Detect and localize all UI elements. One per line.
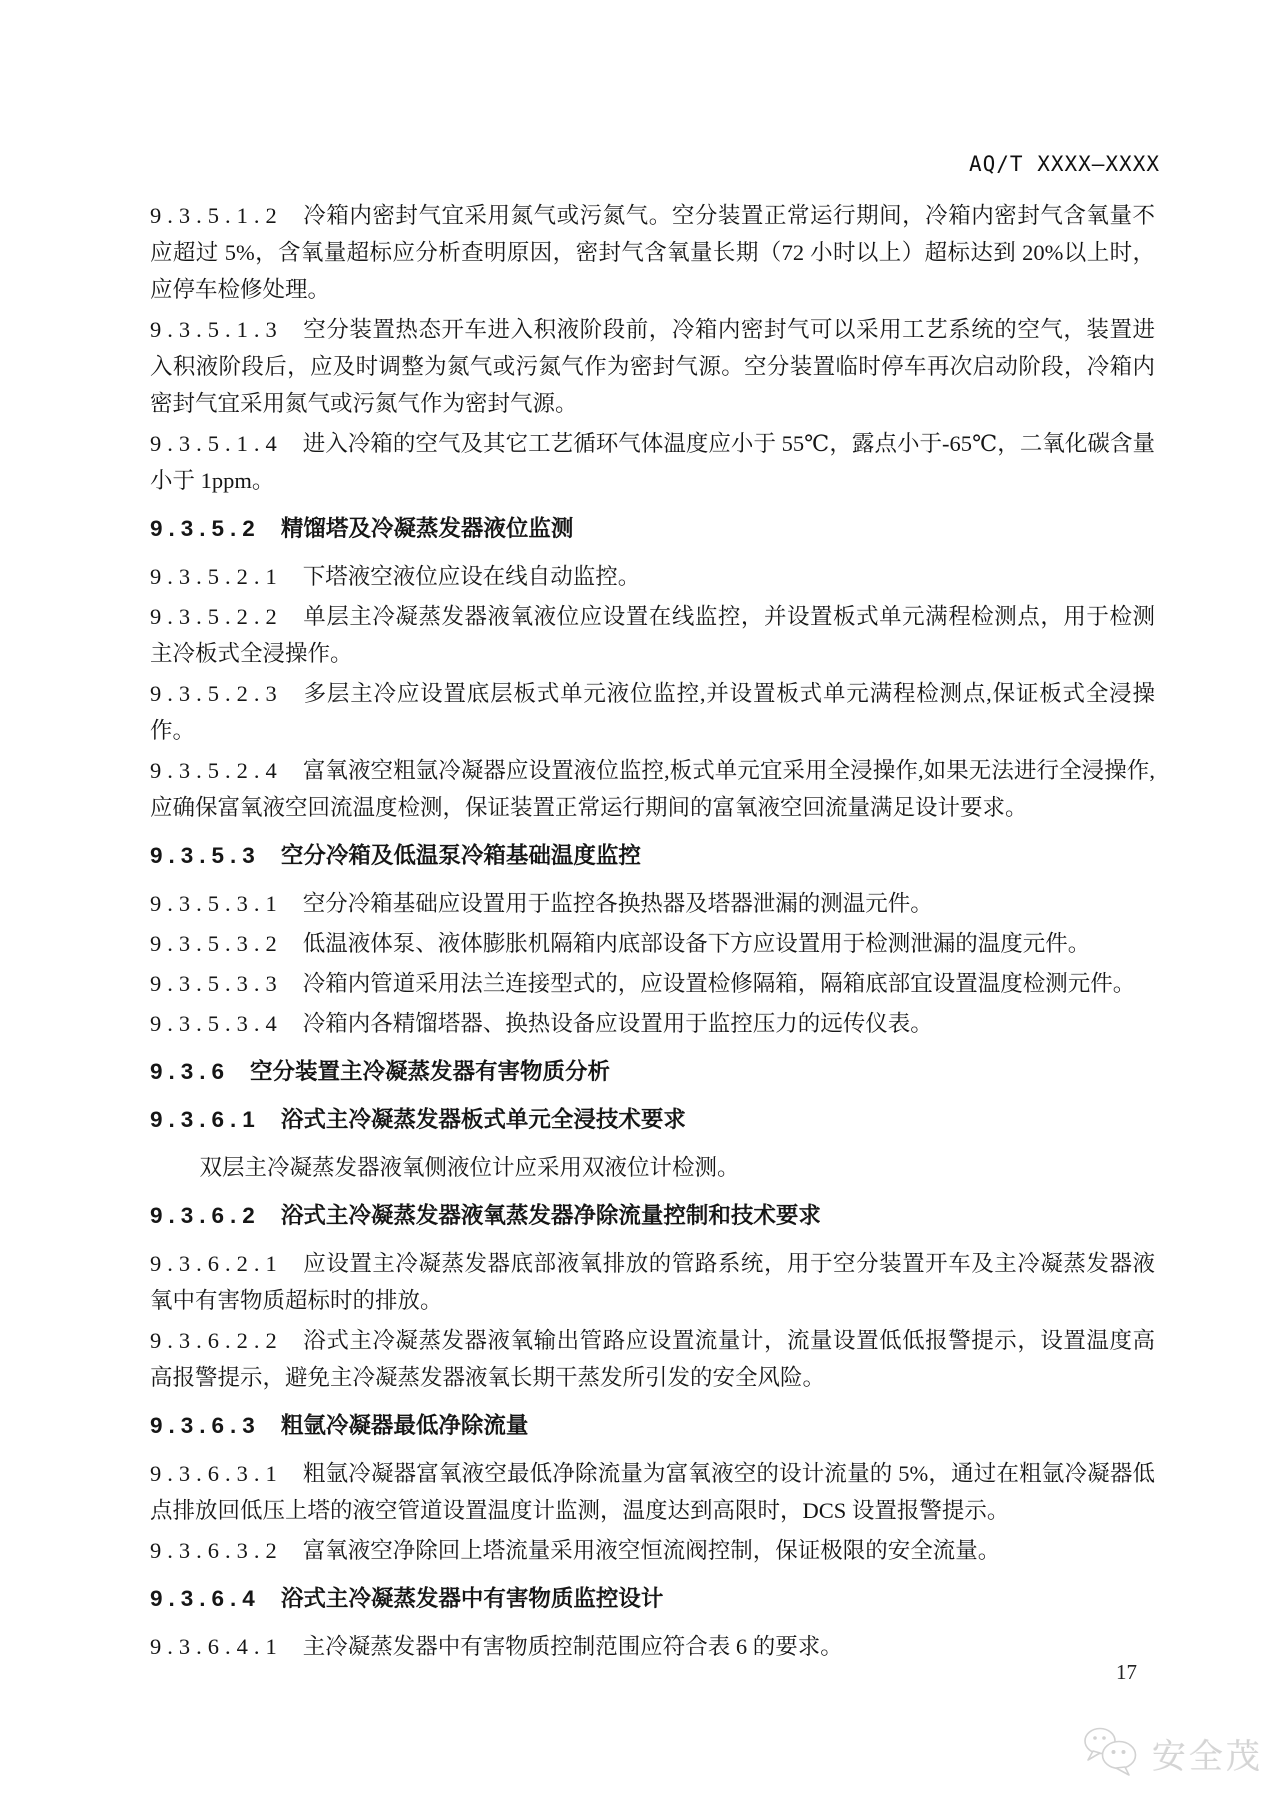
section-number: 9.3.5.2.4 <box>150 758 283 783</box>
paragraph <box>150 1322 1155 1396</box>
paragraph-text: 多层主冷应设置底层板式单元液位监控,并设置板式单元满程检测点,保证板式全浸操作。 <box>150 681 1155 743</box>
paragraph-text: 冷箱内管道采用法兰连接型式的，应设置检修隔箱，隔箱底部宜设置温度检测元件。 <box>302 971 1136 996</box>
paragraph <box>150 925 1155 962</box>
section-number: 9.3.6.1 <box>150 1107 261 1132</box>
paragraph-text: 进入冷箱的空气及其它工艺循环气体温度应小于 55℃，露点小于-65℃，二氧化碳含量小于 1ppm。 <box>150 431 1155 493</box>
section-title: 精馏塔及冷凝蒸发器液位监测 <box>280 516 574 541</box>
section-number: 9.3.6 <box>150 1059 231 1084</box>
paragraph <box>150 1245 1155 1319</box>
section-number: 9.3.6.2 <box>150 1203 261 1228</box>
section-number: 9.3.5.2.3 <box>150 681 283 706</box>
section-title: 浴式主冷凝蒸发器中有害物质监控设计 <box>280 1586 664 1611</box>
section-title: 浴式主冷凝蒸发器液氧蒸发器净除流量控制和技术要求 <box>280 1203 821 1228</box>
watermark <box>1082 1726 1263 1781</box>
section-number: 9.3.6.3 <box>150 1413 261 1438</box>
section-heading <box>150 1580 1155 1617</box>
paragraph-text: 下塔液空液位应设在线自动监控。 <box>302 564 641 589</box>
paragraph-text: 冷箱内密封气宜采用氮气或污氮气。空分装置正常运行期间，冷箱内密封气含氧量不应超过 5%，含氧量超标应分析查明原因，密封气含氧量长期（72 小时以上）超标达到 20%以上时，应停车检修处理。 <box>150 203 1155 302</box>
section-number: 9.3.5.3.2 <box>150 931 283 956</box>
paragraph-text: 空分装置热态开车进入积液阶段前，冷箱内密封气可以采用工艺系统的空气，装置进入积液阶段后，应及时调整为氮气或污氮气作为密封气源。空分装置临时停车再次启动阶段，冷箱内密封气宜采用氮气或污氮气作为密封气源。 <box>150 317 1155 416</box>
paragraph-text: 冷箱内各精馏塔器、换热设备应设置用于监控压力的远传仪表。 <box>302 1011 933 1036</box>
paragraph <box>150 1005 1155 1042</box>
paragraph <box>150 558 1155 595</box>
paragraph <box>150 1455 1155 1529</box>
watermark-text: 安全茂 <box>1152 1738 1263 1776</box>
paragraph <box>150 1628 1155 1665</box>
paragraph <box>150 752 1155 826</box>
wechat-icon <box>1082 1726 1142 1781</box>
section-heading <box>150 1407 1155 1444</box>
section-heading <box>150 1053 1155 1090</box>
section-number: 9.3.5.3.3 <box>150 971 283 996</box>
paragraph <box>150 425 1155 499</box>
section-title: 空分装置主冷凝蒸发器有害物质分析 <box>250 1059 611 1084</box>
section-number: 9.3.5.3.1 <box>150 891 283 916</box>
paragraph-text: 双层主冷凝蒸发器液氧侧液位计应采用双液位计检测。 <box>199 1155 740 1180</box>
section-heading <box>150 1101 1155 1138</box>
paragraph <box>150 965 1155 1002</box>
paragraph-text: 单层主冷凝蒸发器液氧液位应设置在线监控，并设置板式单元满程检测点，用于检测主冷板式全浸操作。 <box>150 604 1155 666</box>
paragraph-text: 浴式主冷凝蒸发器液氧输出管路应设置流量计，流量设置低低报警提示，设置温度高高报警提示，避免主冷凝蒸发器液氧长期干蒸发所引发的安全风险。 <box>150 1328 1155 1390</box>
paragraph-text: 应设置主冷凝蒸发器底部液氧排放的管路系统，用于空分装置开车及主冷凝蒸发器液氧中有害物质超标时的排放。 <box>150 1251 1155 1313</box>
paragraph <box>150 598 1155 672</box>
section-number: 9.3.5.1.3 <box>150 317 283 342</box>
section-number: 9.3.6.4.1 <box>150 1634 283 1659</box>
paragraph-text: 低温液体泵、液体膨胀机隔箱内底部设备下方应设置用于检测泄漏的温度元件。 <box>302 931 1091 956</box>
document-body <box>150 194 1155 1668</box>
paragraph <box>150 1149 1155 1186</box>
section-title: 空分冷箱及低温泵冷箱基础温度监控 <box>280 843 641 868</box>
section-heading <box>150 1197 1155 1234</box>
paragraph <box>150 885 1155 922</box>
section-number: 9.3.6.3.2 <box>150 1538 283 1563</box>
section-number: 9.3.6.3.1 <box>150 1461 283 1486</box>
section-number: 9.3.5.1.4 <box>150 431 283 456</box>
section-heading <box>150 837 1155 874</box>
section-number: 9.3.5.3.4 <box>150 1011 283 1036</box>
section-number: 9.3.5.2.1 <box>150 564 283 589</box>
paragraph <box>150 1532 1155 1569</box>
paragraph <box>150 311 1155 422</box>
paragraph-text: 粗氩冷凝器富氧液空最低净除流量为富氧液空的设计流量的 5%，通过在粗氩冷凝器低点排放回低压上塔的液空管道设置温度计监测，温度达到高限时，DCS 设置报警提示。 <box>150 1461 1155 1523</box>
section-number: 9.3.6.2.1 <box>150 1251 283 1276</box>
paragraph <box>150 197 1155 308</box>
section-number: 9.3.6.4 <box>150 1586 261 1611</box>
paragraph <box>150 675 1155 749</box>
paragraph-text: 空分冷箱基础应设置用于监控各换热器及塔器泄漏的测温元件。 <box>302 891 933 916</box>
section-title: 浴式主冷凝蒸发器板式单元全浸技术要求 <box>280 1107 686 1132</box>
paragraph-text: 富氧液空净除回上塔流量采用液空恒流阀控制，保证极限的安全流量。 <box>302 1538 1001 1563</box>
section-number: 9.3.5.2.2 <box>150 604 283 629</box>
section-number: 9.3.5.1.2 <box>150 203 283 228</box>
section-heading <box>150 510 1155 547</box>
section-number: 9.3.5.2 <box>150 516 261 541</box>
paragraph-text: 富氧液空粗氩冷凝器应设置液位监控,板式单元宜采用全浸操作,如果无法进行全浸操作,应确保富氧液空回流温度检测，保证装置正常运行期间的富氧液空回流量满足设计要求。 <box>150 758 1155 820</box>
paragraph-text: 主冷凝蒸发器中有害物质控制范围应符合表 6 的要求。 <box>302 1634 843 1659</box>
section-number: 9.3.6.2.2 <box>150 1328 283 1353</box>
section-title: 粗氩冷凝器最低净除流量 <box>280 1413 529 1438</box>
page-number: 17 <box>1116 1660 1137 1684</box>
section-number: 9.3.5.3 <box>150 843 261 868</box>
standard-code-header: AQ/T XXXX—XXXX <box>968 152 1160 176</box>
